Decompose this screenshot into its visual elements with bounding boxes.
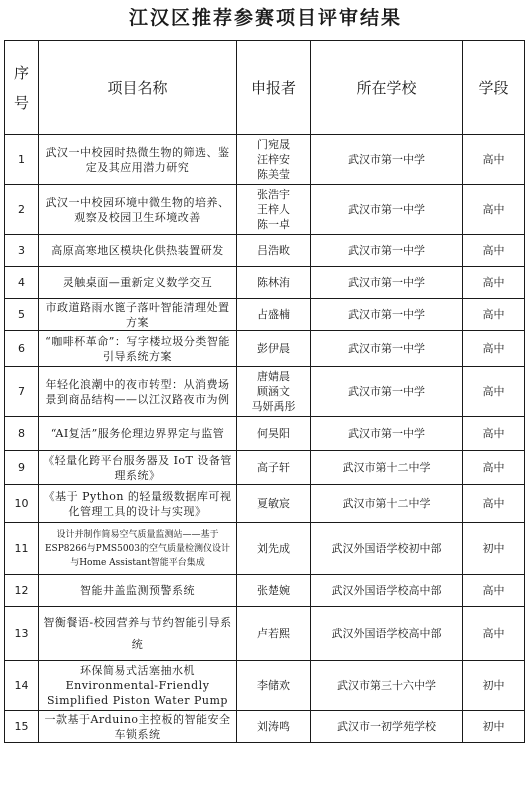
table-row [5, 417, 525, 451]
row-reporters [237, 267, 311, 299]
row-project-name: 武汉一中校园时热微生物的筛选、鉴定及其应用潜力研究 [39, 135, 237, 185]
row-school: 武汉市一初学苑学校 [311, 711, 463, 743]
reporter-name: 占盛楠 [257, 308, 290, 321]
header-seq [5, 41, 39, 135]
row-project-name: 《轻量化跨平台服务器及 IoT 设备管理系统》 [39, 451, 237, 485]
row-school: 武汉市第一中学 [311, 417, 463, 451]
row-project-name: 智能井盖监测预警系统 [39, 575, 237, 607]
row-school: 武汉市第一中学 [311, 331, 463, 367]
row-school: 武汉外国语学校高中部 [311, 607, 463, 661]
row-seq: 11 [5, 523, 39, 575]
table-body [5, 135, 525, 743]
row-stage: 高中 [463, 367, 525, 417]
row-stage: 初中 [463, 661, 525, 711]
row-seq: 4 [5, 267, 39, 299]
row-stage: 高中 [463, 417, 525, 451]
row-project-name: 武汉一中校园环境中微生物的培养、观察及校园卫生环境改善 [39, 185, 237, 235]
row-stage: 高中 [463, 299, 525, 331]
row-stage: 高中 [463, 607, 525, 661]
row-reporters [237, 575, 311, 607]
row-project-name: 市政道路雨水篦子落叶智能清理处置方案 [39, 299, 237, 331]
reporter-name: 张楚婉 [257, 584, 290, 597]
reporter-name: 夏敏宸 [257, 497, 290, 510]
table-row [5, 523, 525, 575]
reporter-name: 张浩宇 [257, 188, 290, 201]
row-stage: 高中 [463, 575, 525, 607]
reporter-name: 何昊阳 [257, 427, 290, 440]
row-seq: 2 [5, 185, 39, 235]
row-seq: 1 [5, 135, 39, 185]
reporter-name: 门宛晟 [257, 138, 290, 151]
row-project-name: “咖啡杯革命”：写字楼垃圾分类智能引导系统方案 [39, 331, 237, 367]
row-seq: 3 [5, 235, 39, 267]
reporter-name: 汪梓安 [257, 153, 290, 166]
row-school: 武汉市第三十六中学 [311, 661, 463, 711]
header-project-name: 项目名称 [39, 41, 237, 135]
document-title: 江汉区推荐参赛项目评审结果 [128, 7, 402, 29]
reporter-name: 刘先成 [257, 542, 290, 555]
row-reporters [237, 711, 311, 743]
row-project-name: “AI复活”服务伦理边界界定与监管 [39, 417, 237, 451]
row-reporters [237, 135, 311, 185]
table-row [5, 711, 525, 743]
table-row [5, 135, 525, 185]
row-reporters [237, 451, 311, 485]
results-table [4, 40, 525, 743]
row-stage: 初中 [463, 711, 525, 743]
row-seq: 8 [5, 417, 39, 451]
row-school: 武汉外国语学校初中部 [311, 523, 463, 575]
row-seq: 7 [5, 367, 39, 417]
reporter-name: 高子轩 [257, 461, 290, 474]
row-reporters [237, 523, 311, 575]
reporter-name: 吕浩畋 [257, 244, 290, 257]
reporter-name: 陈林洧 [257, 276, 290, 289]
row-stage: 初中 [463, 523, 525, 575]
table-row [5, 331, 525, 367]
row-school: 武汉市第一中学 [311, 299, 463, 331]
header-seq-char-2: 号 [13, 93, 29, 112]
row-stage: 高中 [463, 135, 525, 185]
row-school: 武汉市第一中学 [311, 235, 463, 267]
row-stage: 高中 [463, 185, 525, 235]
reporter-name: 李储欢 [257, 679, 290, 692]
row-school: 武汉市第一中学 [311, 367, 463, 417]
row-stage: 高中 [463, 235, 525, 267]
reporter-name: 彭伊晨 [257, 342, 290, 355]
reporter-name: 卢若熙 [257, 627, 290, 640]
table-row [5, 485, 525, 523]
table-row [5, 267, 525, 299]
header-seq-char-1: 序 [13, 63, 29, 82]
table-row [5, 607, 525, 661]
table-row [5, 185, 525, 235]
row-school: 武汉市第一中学 [311, 267, 463, 299]
row-stage: 高中 [463, 451, 525, 485]
row-reporters [237, 235, 311, 267]
row-seq: 5 [5, 299, 39, 331]
table-row [5, 299, 525, 331]
table-row [5, 661, 525, 711]
header-school: 所在学校 [311, 41, 463, 135]
reporter-name: 王梓人 [257, 203, 290, 216]
row-seq: 14 [5, 661, 39, 711]
row-school: 武汉市第十二中学 [311, 451, 463, 485]
row-project-name: 智衡餐语-校园营养与节约智能引导系统 [39, 607, 237, 661]
row-reporters [237, 299, 311, 331]
reporter-name: 顾涵文 [257, 385, 290, 398]
table-row [5, 367, 525, 417]
row-reporters [237, 417, 311, 451]
row-project-name: 高原高寒地区模块化供热装置研发 [39, 235, 237, 267]
row-school: 武汉外国语学校高中部 [311, 575, 463, 607]
row-reporters [237, 367, 311, 417]
reporter-name: 陈一卓 [257, 218, 290, 231]
row-reporters [237, 185, 311, 235]
header-reporter: 申报者 [237, 41, 311, 135]
row-project-name: 灵触桌面—重新定义数学交互 [39, 267, 237, 299]
table-row [5, 575, 525, 607]
row-seq: 15 [5, 711, 39, 743]
row-school: 武汉市第一中学 [311, 135, 463, 185]
row-reporters [237, 485, 311, 523]
row-seq: 10 [5, 485, 39, 523]
row-seq: 6 [5, 331, 39, 367]
row-seq: 13 [5, 607, 39, 661]
reporter-name: 马妍禹彤 [251, 400, 296, 413]
row-reporters [237, 661, 311, 711]
row-stage: 高中 [463, 485, 525, 523]
reporter-name: 刘涛鸣 [257, 720, 290, 733]
row-school: 武汉市第一中学 [311, 185, 463, 235]
row-school: 武汉市第十二中学 [311, 485, 463, 523]
header-stage: 学段 [463, 41, 525, 135]
row-stage: 高中 [463, 331, 525, 367]
table-header-row [5, 41, 525, 135]
row-project-name: 《基于 Python 的轻量级数据库可视化管理工具的设计与实现》 [39, 485, 237, 523]
row-reporters [237, 331, 311, 367]
table-row [5, 451, 525, 485]
row-project-name: 设计并制作简易空气质量监测站——基于ESP8266与PMS5003的空气质量检测仪设计与Home Assistant智能平台集成 [39, 523, 237, 575]
row-seq: 9 [5, 451, 39, 485]
row-seq: 12 [5, 575, 39, 607]
row-project-name: 环保简易式活塞抽水机 Environmental-Friendly Simplified Piston Water Pump [39, 661, 237, 711]
row-reporters [237, 607, 311, 661]
row-project-name: 一款基于Arduino主控板的智能安全车锁系统 [39, 711, 237, 743]
row-stage: 高中 [463, 267, 525, 299]
reporter-name: 陈美莹 [257, 168, 290, 181]
row-project-name: 年轻化浪潮中的夜市转型：从消费场景到商品结构——以江汉路夜市为例 [39, 367, 237, 417]
table-row [5, 235, 525, 267]
reporter-name: 唐婧晨 [257, 370, 290, 383]
